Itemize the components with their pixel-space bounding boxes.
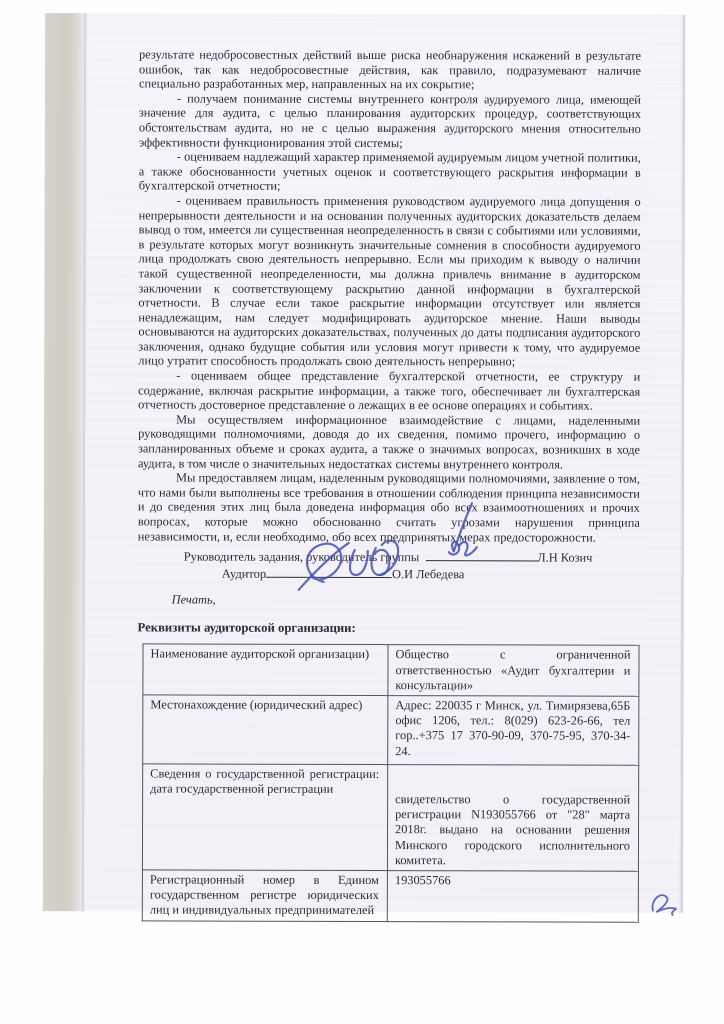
paragraph: - получаем понимание системы внутреннего контроля аудируемого лица, имеющей значение для аудита, с целью планирования аудиторских процедур, соответствующих обстоятельствам аудита, но не с целью выражения аудиторского мнения относительно эффективности функционирования этой системы;: [138, 91, 641, 150]
page-left-edge: [43, 13, 89, 911]
paragraph: Мы осуществляем информационное взаимодействие с лицами, наделенными руководящими полномочиями, доводя до их сведения, помимо прочего, информацию о запланированных объеме и сроках аудита, а также о значимых вопросах, возникших в ходе аудита, в том числе о значительных недостатках системы внутреннего контроля.: [137, 412, 641, 472]
table-cell-label: Местонахождение (юридический адрес): [143, 695, 388, 765]
table-cell-value: Общество с ограниченной ответственностью «Аудит бухгалтерии и консультации»: [388, 645, 639, 696]
table-row: [142, 764, 638, 871]
table-cell-value: Адрес: 220035 г Минск, ул. Тимирязева,65Б офис 1206, тел.: 8(029) 623-26-66, тел гор..+375 17 370-90-09, 370-75-95, 370-34-24.: [388, 696, 639, 766]
stamp-note: Печать,: [171, 592, 216, 607]
table-cell-value: 193055766: [387, 871, 638, 922]
table-cell-value: свидетельство о государственной регистрации N193055766 от "28" марта 2018г. выдано на основании решения Минского городского исполнительного комитета.: [387, 765, 638, 872]
paragraph: - оцениваем правильность применения руководством аудируемого лица допущения о непрерывности деятельности и на основании полученных аудиторских доказательств делаем вывод о том, имеется ли существенная неопределенность в связи с событиями или условиями, в результате которых могут возникнуть значительные сомнения в способности аудируемого лица продолжать свою деятельность непрерывно. Если мы приходим к выводу о наличии такой существенной неопределенности, мы должна привлечь внимание в аудиторском заключении к соответствующему раскрытию данной информации в бухгалтерской отчетности. В случае если такое раскрытие информации отсутствует или является ненадлежащим, нам следует модифицировать аудиторское мнение. Наши выводы основываются на аудиторских доказательствах, полученных до даты подписания аудиторского заключения, однако будущие события или условия могут привести к тому, что аудируемое лицо утратит способность продолжать свою деятельность непрерывно;: [138, 193, 641, 369]
table-row: [143, 695, 639, 765]
requisites-heading: Реквизиты аудиторской организации:: [137, 620, 356, 635]
paragraph: результате недобросовестных действий выше риска необнаружения искажений в результате ошибок, так как недобросовестные действия, как правило, подразумевают наличие специально разработанных мер, направленных на их сокрытие;: [138, 47, 642, 92]
paragraph: Мы предоставляем лицам, наделенным руководящими полномочиями, заявление о том, что нами были выполнены все требования в отношении соблюдения принципа независимости и до сведения этих лиц была доведена информация обо всех взаимоотношениях и прочих вопросах, которые можно обоснованно считать угрозами нарушения принципа независимости, и, если необходимо, обо всех предпринятых мерах предосторожности.: [137, 470, 640, 545]
paragraph: - оцениваем надлежащий характер применяемой аудируемым лицом учетной политики, а также обоснованности учетных оценок и соответствующего раскрытия информации в бухгалтерской отчетности;: [138, 149, 641, 194]
document-page: [43, 13, 685, 918]
signature-lead-name: Л.Н Козич: [537, 550, 593, 565]
signature-auditor-label: Аудитор: [221, 566, 267, 581]
signature-block: [138, 549, 640, 583]
table-cell-label: Сведения о государственной регистрации: дата государственной регистрации: [142, 764, 387, 871]
handwritten-page-number-2: [645, 889, 681, 921]
document-content: [137, 47, 641, 922]
table-cell-label: Регистрационный номер в Едином государственном регистре юридических лиц и индивидуальных предпринимателей: [142, 870, 387, 921]
signature-lead-label: Руководитель задания, руководитель группы: [183, 549, 420, 565]
signature-underline: [425, 550, 537, 561]
table-row: [142, 870, 638, 922]
signature-underline: [266, 566, 392, 577]
table-cell-label: Наименование аудиторской организации): [143, 644, 388, 695]
signature-line-auditor: [138, 565, 640, 583]
signature-line-lead: [138, 549, 640, 567]
requisites-table: [142, 644, 640, 923]
paragraph: - оцениваем общее представление бухгалтерской отчетности, ее структуру и содержание, включая раскрытие информации, а также того, обеспечивает ли бухгалтерская отчетность достоверное представление о лежащих в ее основе операциях и событиях.: [138, 368, 641, 413]
table-row: [143, 644, 639, 696]
signature-auditor-name: О.И Лебедева: [392, 566, 465, 581]
